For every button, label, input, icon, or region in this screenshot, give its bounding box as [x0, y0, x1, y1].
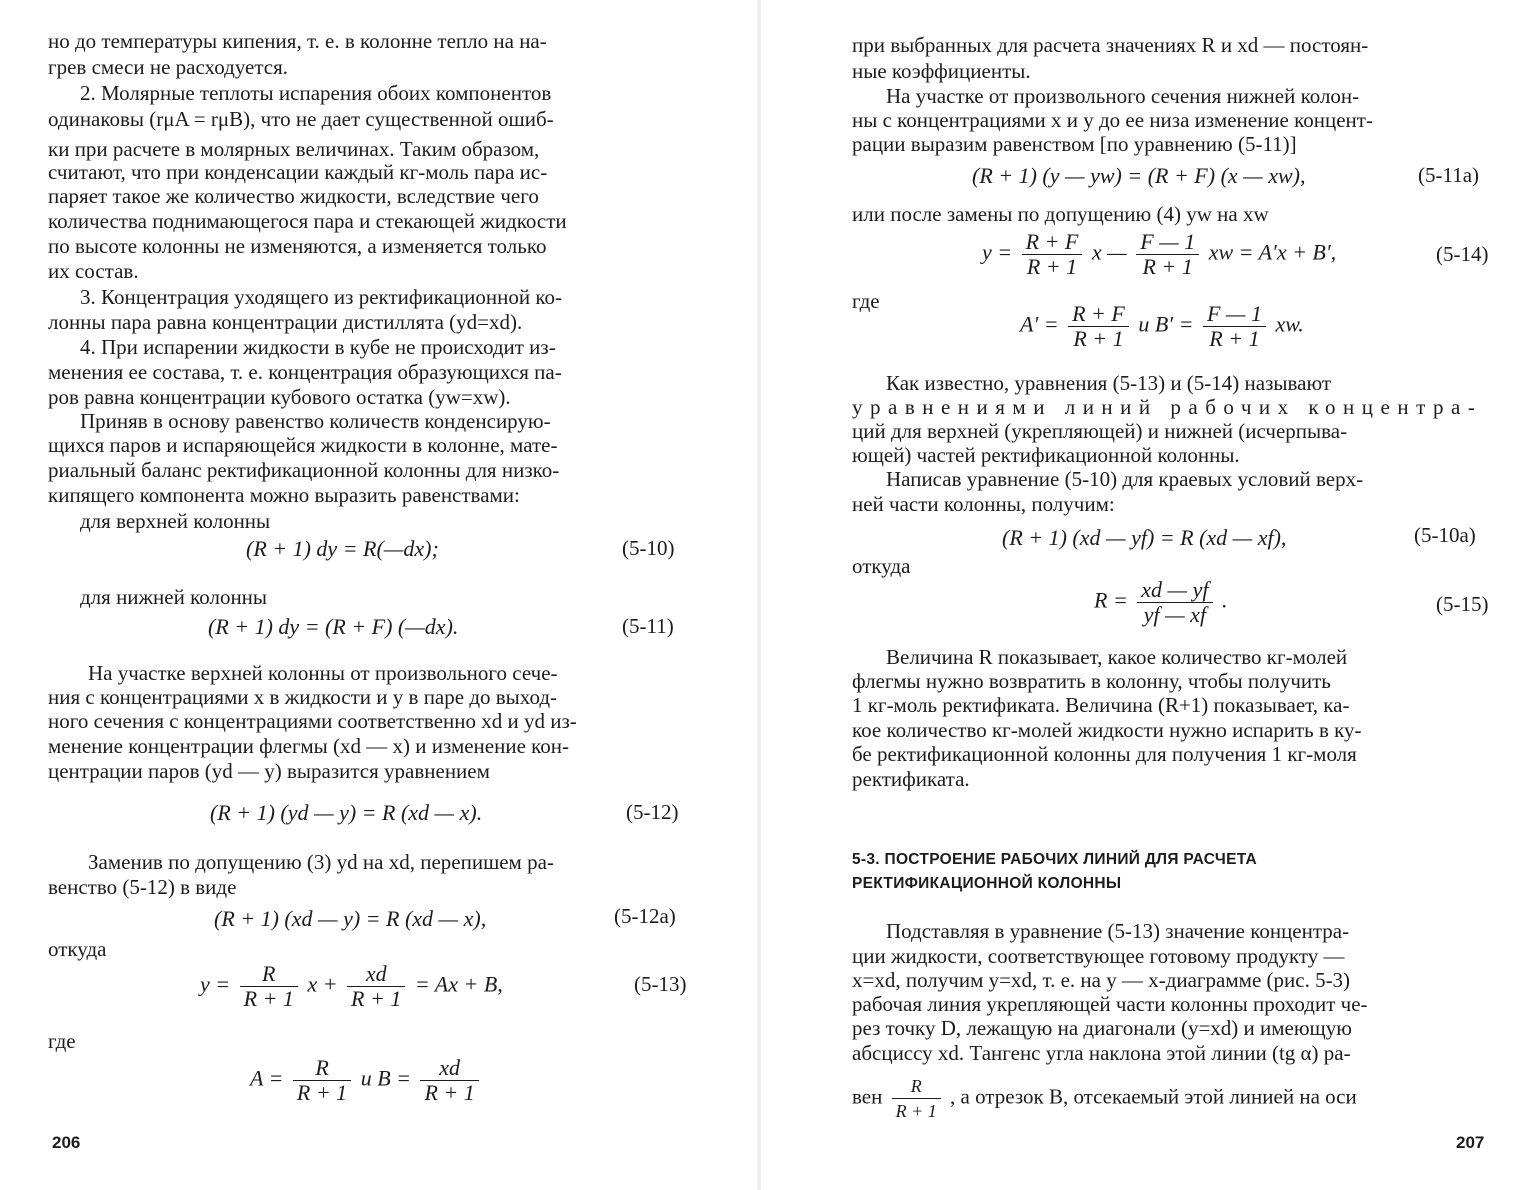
text-line: Подставляя в уравнение (5-13) значение концентра-: [886, 919, 1350, 943]
text-line: кипящего компонента можно выразить равенствами:: [48, 483, 520, 507]
equation-A-prime-B-prime: [1020, 302, 1304, 351]
equation-5-12: (R + 1) (yd — y) = R (xd — x).: [210, 800, 483, 825]
eq-part: y =: [200, 971, 231, 997]
fraction-denominator: R + 1: [243, 986, 294, 1011]
text-line: На участке от произвольного сечения нижней колон-: [886, 84, 1360, 108]
fraction-numerator: R + F: [1022, 230, 1083, 255]
fraction-denominator: R + 1: [296, 1080, 348, 1105]
equation-number: (5-12): [626, 800, 679, 824]
eq-part: x —: [1091, 239, 1127, 265]
equation-5-11a: (R + 1) (y — yw) = (R + F) (x — xw),: [972, 163, 1306, 188]
text-line: венство (5-12) в виде: [48, 875, 237, 899]
text-line: ции жидкости, соответствующее готовому продукту —: [852, 944, 1345, 968]
text-line: Приняв в основу равенство количеств конденсирую-: [80, 409, 551, 433]
text-part: , а отрезок B, отсекаемый этой линией на оси: [950, 1084, 1357, 1109]
fraction-numerator: xd — yf: [1137, 578, 1212, 603]
text-line: 4. При испарении жидкости в кубе не происходит из-: [80, 335, 556, 359]
fraction: [1068, 302, 1129, 351]
equation-number: (5-14): [1436, 242, 1489, 266]
text-line: ные коэффициенты.: [852, 59, 1031, 83]
text-line: рабочая линия укрепляющей части колонны проходит че-: [852, 992, 1368, 1016]
text-line: ций для верхней (укрепляющей) и нижней (исчерпыва-: [852, 419, 1348, 443]
fraction: [293, 1056, 351, 1105]
text-line: менение концентрации флегмы (xd — x) и изменение кон-: [48, 734, 570, 758]
equation-number: (5-11a): [1418, 163, 1480, 187]
text-line: абсциссу xd. Тангенс угла наклона этой линии (tg α) ра-: [852, 1041, 1351, 1065]
fraction: [347, 962, 405, 1011]
text-line: Как известно, уравнения (5-13) и (5-14) называют: [886, 371, 1332, 395]
fraction-numerator: xd: [347, 962, 405, 987]
equation-5-10: (R + 1) dy = R(—dx);: [246, 536, 439, 561]
text-line: центрации паров (yd — y) выразится уравнением: [48, 759, 490, 783]
text-line: ны с концентрациями x и y до ее низа изменение концент-: [852, 108, 1373, 132]
text-line: ки при расчете в молярных величинах. Таким образом,: [48, 137, 540, 161]
equation-5-10a: (R + 1) (xd — yf) = R (xd — xf),: [1002, 525, 1287, 550]
text-line: для верхней колонны: [80, 509, 271, 533]
text-part: вен: [852, 1084, 883, 1109]
text-line: ного сечения с концентрациями соответственно xd и yd из-: [48, 709, 577, 733]
fraction-denominator: R + 1: [1142, 254, 1193, 279]
text-line: Заменив по допущению (3) yd на xd, перепишем ра-: [88, 850, 554, 874]
eq-part: xw = A′x + B′,: [1208, 239, 1337, 265]
fraction-denominator: R + 1: [424, 1080, 475, 1105]
equation-5-14: [982, 230, 1336, 279]
fraction-numerator: R + F: [1068, 302, 1129, 327]
text-line: откуда: [48, 937, 107, 961]
eq-part: y =: [982, 239, 1013, 265]
page-number: 207: [1456, 1133, 1485, 1152]
equation-5-12a: (R + 1) (xd — y) = R (xd — x),: [214, 906, 487, 931]
equation-number: (5-12a): [614, 904, 676, 928]
fraction-numerator: R: [240, 962, 298, 987]
eq-part: A =: [250, 1065, 284, 1091]
eq-part: = Ax + B,: [414, 971, 503, 997]
eq-part: xw.: [1275, 311, 1304, 337]
fraction-numerator: R: [892, 1074, 941, 1099]
text-line: или после замены по допущению (4) yw на xw: [852, 202, 1269, 226]
fraction: [1137, 578, 1212, 627]
text-line: 1 кг-моль ректификата. Величина (R+1) показывает, ка-: [852, 693, 1350, 717]
text-line: паряет такое же количество жидкости, вследствие чего: [48, 184, 539, 208]
fraction-denominator: R + 1: [1073, 326, 1124, 351]
eq-part: .: [1222, 587, 1228, 613]
text-line: их состав.: [48, 259, 139, 283]
fraction-numerator: F — 1: [1136, 230, 1199, 255]
text-line: ректификата.: [852, 767, 970, 791]
text-line: 3. Концентрация уходящего из ректификационной ко-: [80, 285, 562, 309]
text-line: бе ректификационной колонны для получения 1 кг-моля: [852, 742, 1357, 766]
eq-part: R =: [1094, 587, 1128, 613]
text-line: при выбранных для расчета значениях R и xd — постоян-: [852, 33, 1369, 57]
text-line: лонны пара равна концентрации дистиллята (yd=xd).: [48, 310, 523, 334]
text-line: одинаковы (rμA = rμB), что не дает существенной ошиб-: [48, 107, 554, 131]
text-line: откуда: [852, 554, 911, 578]
equation-number: (5-10a): [1414, 523, 1476, 547]
fraction: [240, 962, 298, 1011]
text-line: Величина R показывает, какое количество кг-молей: [886, 645, 1348, 669]
equation-number: (5-13): [634, 972, 687, 996]
eq-part: и B =: [360, 1065, 411, 1091]
text-line: уравнениями линий рабочих концентра-: [852, 395, 1483, 419]
fraction-denominator: R + 1: [895, 1101, 937, 1121]
section-heading-line-2: РЕКТИФИКАЦИОННОЙ КОЛОННЫ: [852, 875, 1122, 892]
text-line: менения ее состава, т. е. концентрация образующихся па-: [48, 360, 562, 384]
text-line: риальный баланс ректификационной колонны для низко-: [48, 458, 560, 482]
section-heading-line-1: 5-3. ПОСТРОЕНИЕ РАБОЧИХ ЛИНИЙ ДЛЯ РАСЧЕТА: [852, 851, 1258, 868]
text-line: количества поднимающегося пара и стекающей жидкости: [48, 209, 567, 233]
text-line: грев смеси не расходуется.: [48, 55, 289, 79]
text-line: по высоте колонны не изменяются, а изменяется только: [48, 234, 547, 258]
fraction-numerator: xd: [420, 1056, 478, 1081]
eq-part: и B′ =: [1138, 311, 1194, 337]
right-page: [760, 0, 1535, 1190]
text-line: рации выразим равенством [по уравнению (5-11)]: [852, 132, 1297, 156]
text-line: но до температуры кипения, т. е. в колонне тепло на на-: [48, 29, 547, 53]
fraction-denominator: R + 1: [1209, 326, 1260, 351]
equation-number: (5-10): [622, 536, 675, 560]
page-number: 206: [52, 1133, 81, 1152]
text-line: Написав уравнение (5-10) для краевых условий верх-: [886, 467, 1364, 491]
text-line: где: [48, 1029, 76, 1053]
fraction: [1136, 230, 1199, 279]
text-line: [852, 1074, 1357, 1123]
text-line: ней части колонны, получим:: [852, 492, 1115, 516]
equation-5-11: (R + 1) dy = (R + F) (—dx).: [208, 614, 459, 639]
fraction-numerator: R: [293, 1056, 351, 1081]
left-page: [0, 0, 760, 1190]
text-line: считают, что при конденсации каждый кг-моль пара ис-: [48, 160, 548, 184]
fraction-numerator: F — 1: [1203, 302, 1266, 327]
text-line: флегмы нужно возвратить в колонну, чтобы получить: [852, 669, 1331, 693]
equation-number: (5-11): [622, 614, 674, 638]
text-line: где: [852, 289, 880, 313]
eq-part: x +: [307, 971, 338, 997]
equation-number: (5-15): [1436, 592, 1489, 616]
equation-5-13: [200, 962, 503, 1011]
fraction-denominator: R + 1: [1026, 254, 1078, 279]
text-line: 2. Молярные теплоты испарения обоих компонентов: [80, 81, 552, 105]
text-line: рез точку D, лежащую на диагонали (y=xd) и имеющую: [852, 1016, 1352, 1040]
fraction-denominator: R + 1: [351, 986, 402, 1011]
fraction: [1203, 302, 1266, 351]
text-line: для нижней колонны: [80, 585, 268, 609]
text-line: На участке верхней колонны от произвольного сече-: [88, 661, 558, 685]
fraction: [1022, 230, 1083, 279]
text-line: кое количество кг-молей жидкости нужно испарить в ку-: [852, 718, 1362, 742]
text-line: ющей) частей ректификационной колонны.: [852, 443, 1240, 467]
text-line: x=xd, получим y=xd, т. е. на y — x-диаграмме (рис. 5-3): [852, 968, 1351, 992]
equation-A-B: [250, 1056, 483, 1105]
eq-part: A′ =: [1020, 311, 1059, 337]
fraction: [420, 1056, 478, 1105]
text-line: ния с концентрациями x в жидкости и y в паре до выход-: [48, 685, 558, 709]
text-line: щихся паров и испаряющейся жидкости в колонне, мате-: [48, 433, 558, 457]
equation-5-15: [1094, 578, 1228, 627]
fraction-denominator: yf — xf: [1143, 602, 1207, 627]
fraction: [892, 1074, 941, 1123]
text-line: ров равна концентрации кубового остатка (yw=xw).: [48, 385, 511, 409]
